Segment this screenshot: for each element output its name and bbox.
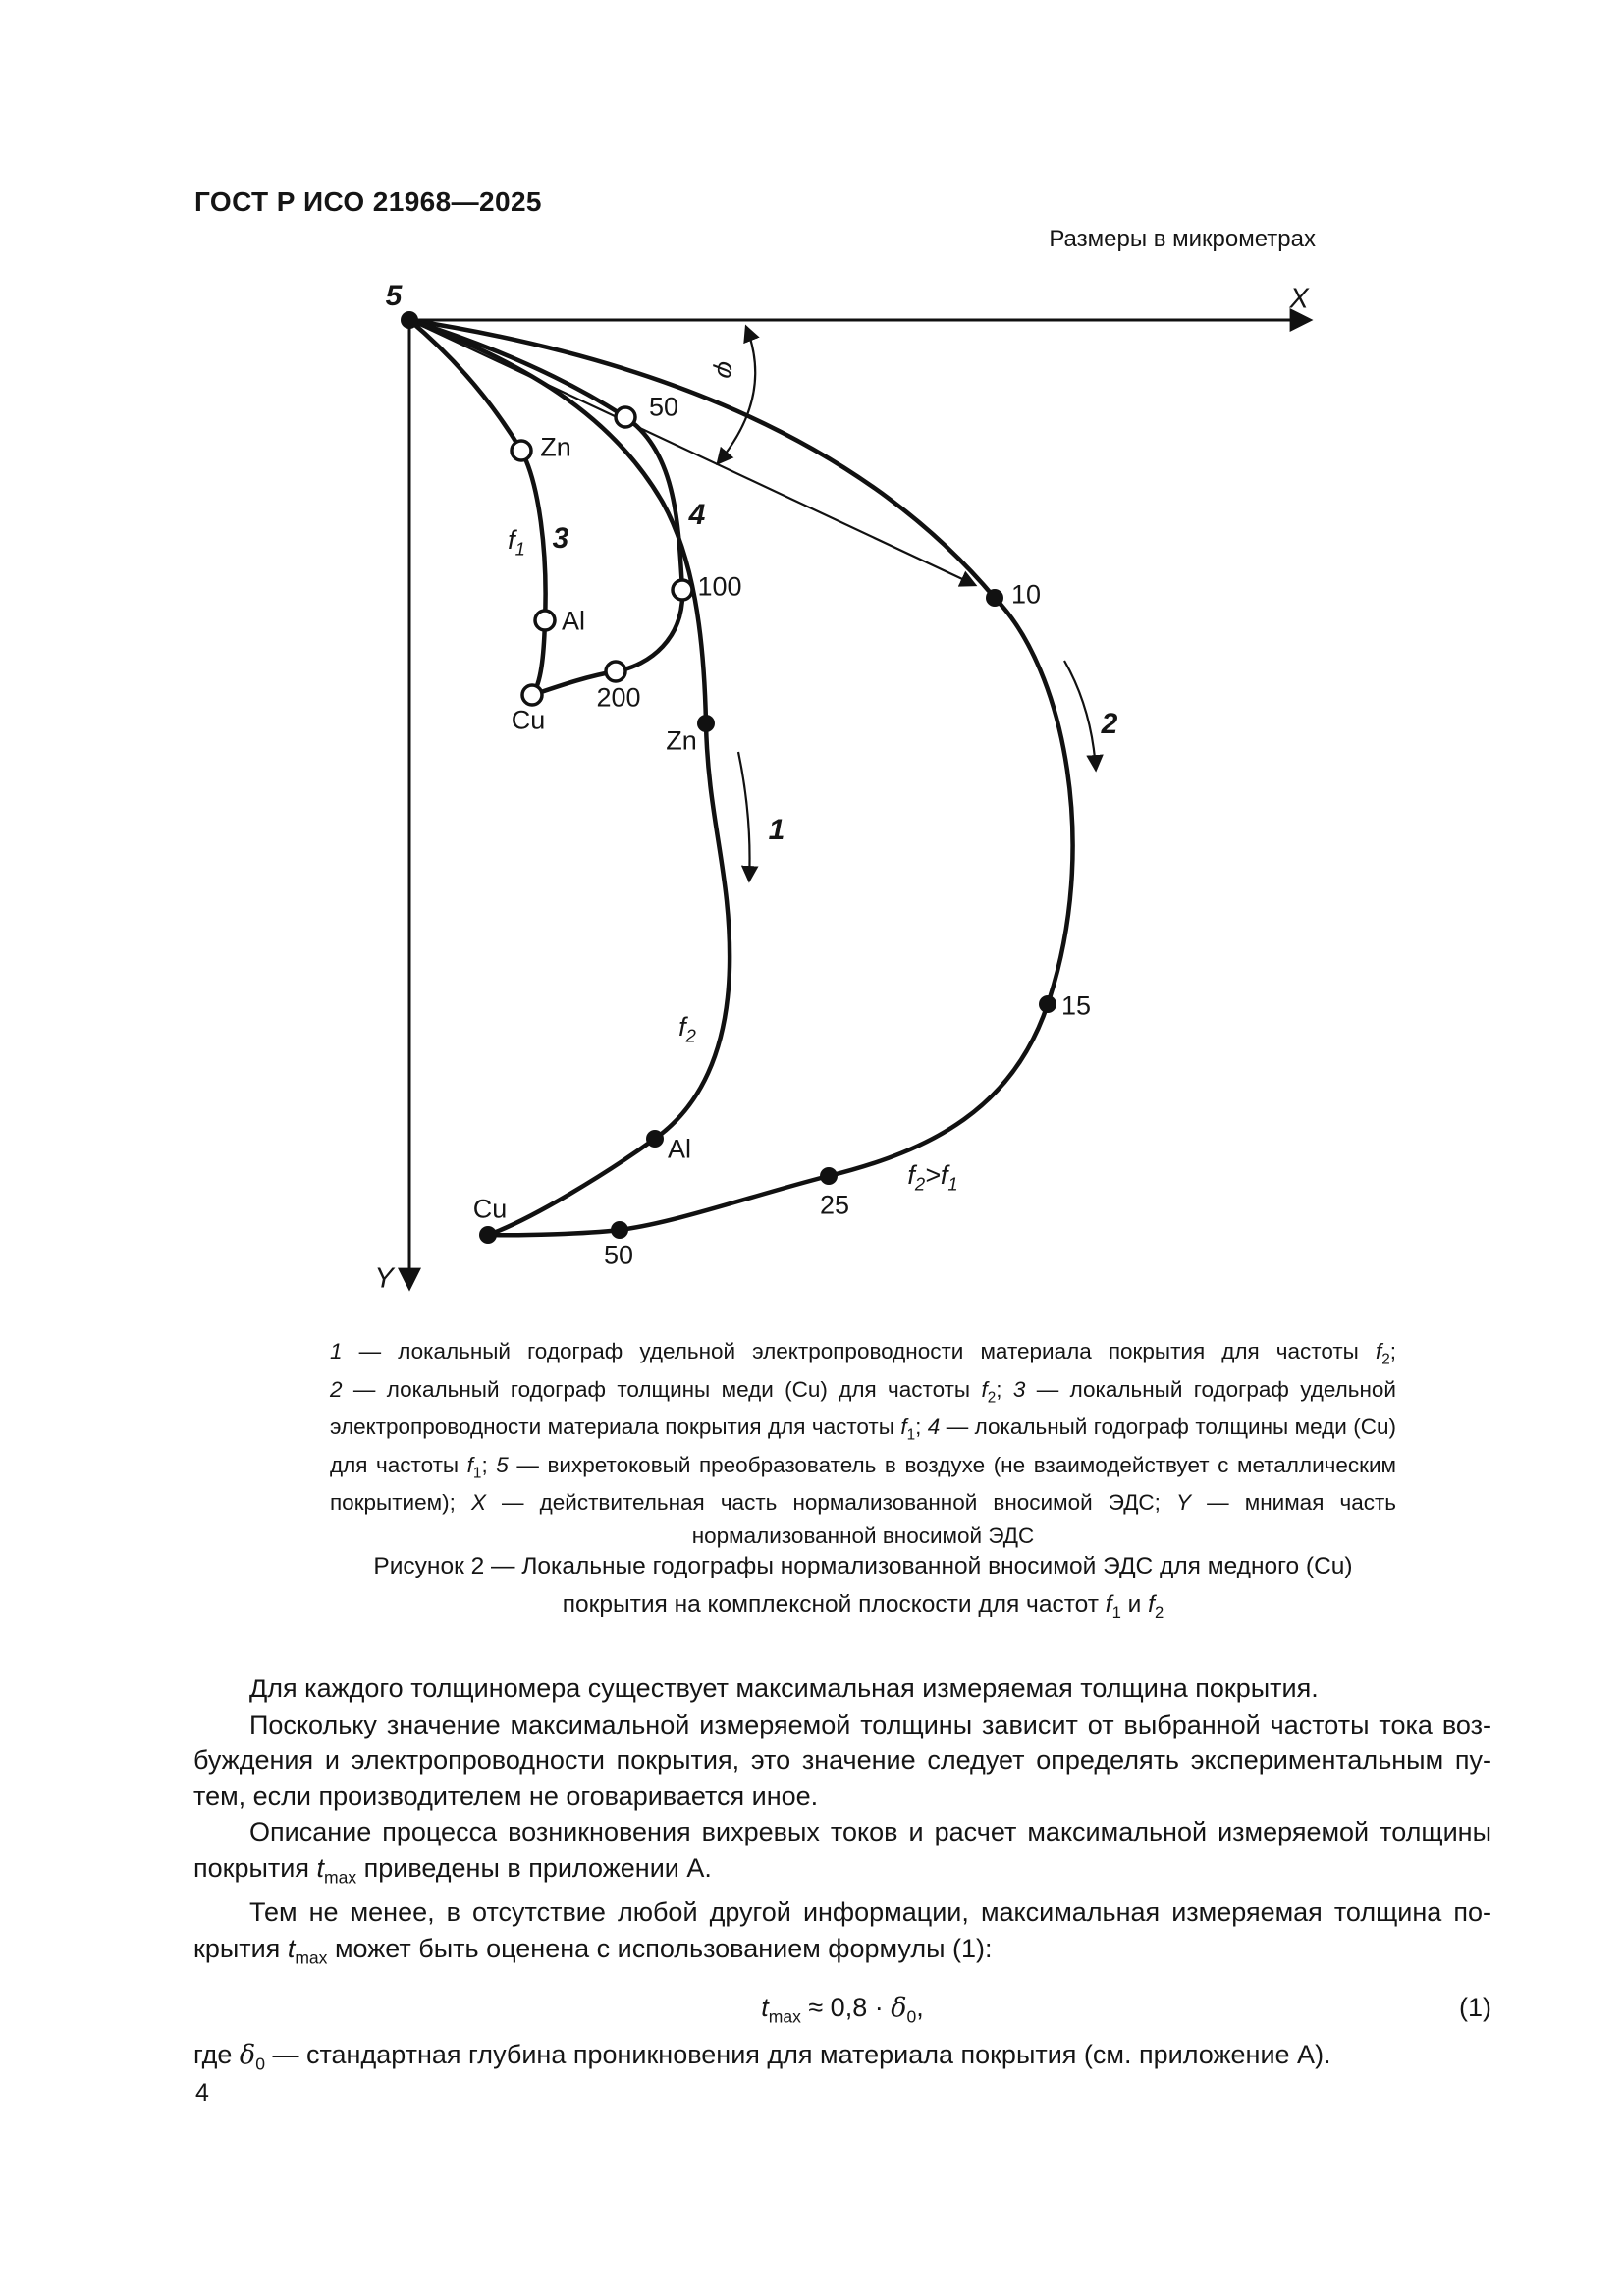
legend-line: 2 — локальный годограф толщины меди (Cu) для частоты $f_2$; 3 — локальный годограф удельной [330, 1376, 1396, 1406]
label-al-f1: Al [561, 606, 586, 636]
formula-number: (1) [1459, 1993, 1491, 2022]
label-f2-greater-f1: $f_2>f_1$ [907, 1160, 958, 1195]
direction-arrow-1 [738, 752, 750, 881]
label-al-f2: Al [667, 1134, 692, 1164]
label-cu-f1: Cu [511, 705, 546, 735]
label-thickness-10-f2: 10 [1010, 579, 1042, 610]
label-curve-4: 4 [688, 499, 706, 531]
formula-expression: $t_{max} \approx 0,8 \cdot \delta_0$, [761, 1993, 924, 2027]
legend-line: электропроводности материала покрытия для частоты $f_1$; 4 — локальный годограф толщины меди (Cu) [330, 1415, 1396, 1444]
open-data-point [673, 580, 692, 600]
filled-data-point [1039, 995, 1056, 1013]
paragraph-line: Поскольку значение максимальной измеряемой толщины зависит от выбранной частоты тока воз- [249, 1709, 1491, 1739]
formula-row [193, 1993, 1491, 2038]
legend-line: покрытием); X — действительная часть нормализованной вносимой ЭДС; Y — мнимая часть [330, 1490, 1396, 1515]
open-data-point [616, 407, 635, 427]
curve-3-conductivity-f1 [409, 320, 546, 695]
phi-angle-arc [718, 327, 755, 463]
label-thickness-25-f2: 25 [819, 1190, 850, 1220]
formula-footnote: где $\delta_0$ — стандартная глубина проникновения для материала покрытия (см. приложение А). [193, 2040, 1331, 2074]
label-air-probe-5: 5 [385, 280, 403, 312]
hodograph-diagram [324, 255, 1394, 1320]
paragraph-line: покрытия $t_{max}$ приведены в приложении А. [193, 1852, 712, 1887]
figure-caption-line: покрытия на комплексной плоскости для частот $f_1$ и $f_2$ [562, 1591, 1164, 1622]
pointer-line-to-10 [409, 320, 975, 585]
paragraph-line: Для каждого толщиномера существует максимальная измеряемая толщина покрытия. [249, 1674, 1319, 1703]
legend-line: нормализованной вносимой ЭДС [691, 1523, 1035, 1548]
label-phi-angle: φ [710, 359, 743, 381]
label-frequency-f2: $f_2$ [678, 1012, 696, 1046]
legend-line: 1 — локальный годограф удельной электропроводности материала покрытия для частоты $f_2$; [330, 1339, 1396, 1368]
label-thickness-15-f2: 15 [1060, 990, 1092, 1021]
body-text [193, 1671, 1491, 1976]
standard-number-header: ГОСТ Р ИСО 21968—2025 [194, 187, 542, 217]
label-curve-1: 1 [768, 814, 785, 846]
label-thickness-200-f1: 200 [596, 682, 641, 713]
paragraph-line: крытия $t_{max}$ может быть оценена с использованием формулы (1): [193, 1933, 993, 1968]
label-cu-f2: Cu [472, 1194, 508, 1224]
label-frequency-f1: $f_1$ [508, 525, 525, 560]
units-note: Размеры в микрометрах [1049, 226, 1316, 252]
filled-data-point [401, 311, 418, 329]
filled-data-point [986, 589, 1003, 607]
open-data-point [522, 685, 542, 705]
open-data-point [535, 611, 555, 630]
direction-arrow-2 [1064, 661, 1096, 770]
open-data-point [606, 662, 625, 681]
figure-legend [330, 1337, 1396, 1551]
label-zn-f2: Zn [666, 725, 697, 756]
figure-caption-line: Рисунок 2 — Локальные годографы нормализованной вносимой ЭДС для медного (Cu) [373, 1553, 1353, 1579]
paragraph-line: буждения и электропроводности покрытия, это значение следует определять экспериментальным пу- [193, 1745, 1491, 1775]
figure-caption [330, 1547, 1396, 1631]
page-number: 4 [195, 2079, 209, 2107]
filled-data-point [479, 1226, 497, 1244]
label-zn-f1: Zn [540, 432, 571, 462]
label-curve-2: 2 [1101, 708, 1118, 740]
curve-2-thickness-f2 [409, 320, 1073, 1235]
open-data-point [512, 441, 531, 460]
label-thickness-50-f2: 50 [603, 1240, 634, 1270]
paragraph-line: Тем не менее, в отсутствие любой другой информации, максимальная измеряемая толщина по- [249, 1897, 1491, 1928]
filled-data-point [611, 1221, 628, 1239]
label-thickness-100-f1: 100 [697, 571, 742, 602]
filled-data-point [646, 1130, 664, 1148]
label-y-axis: Y [374, 1262, 394, 1295]
filled-data-point [820, 1167, 838, 1185]
legend-line: для частоты $f_1$; 5 — вихретоковый преобразователь в воздухе (не взаимодействует с металлическим [330, 1452, 1396, 1481]
label-x-axis: X [1289, 283, 1309, 315]
paragraph-line: тем, если производителем не оговаривается иное. [193, 1781, 819, 1811]
label-thickness-50-f1: 50 [648, 392, 679, 422]
paragraph-line: Описание процесса возникновения вихревых токов и расчет максимальной измеряемой толщины [249, 1817, 1491, 1846]
label-curve-3: 3 [552, 522, 569, 555]
filled-data-point [697, 715, 715, 732]
